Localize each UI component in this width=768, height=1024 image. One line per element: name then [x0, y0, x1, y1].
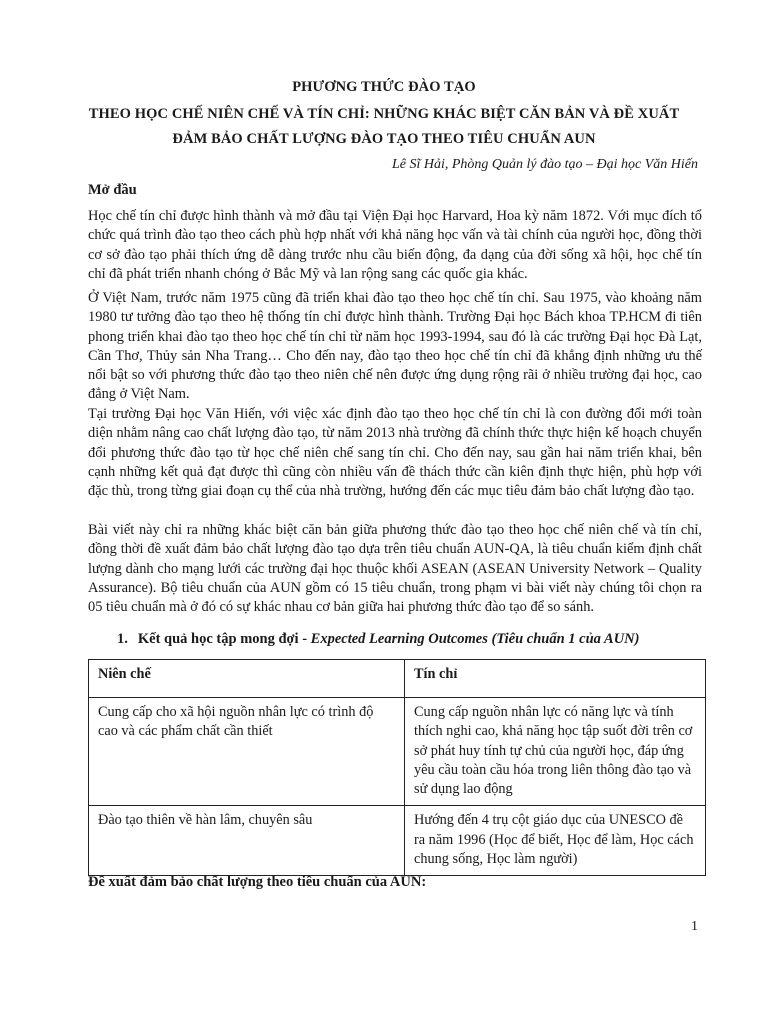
table-cell: Hướng đến 4 trụ cột giáo dục của UNESCO đề ra năm 1996 (Học để biết, Học để làm, Học cách chung sống, Học làm người) — [405, 806, 706, 876]
table-cell: Cung cấp nguồn nhân lực có năng lực và tính thích nghi cao, khả năng học tập suốt đời trên cơ sở phát huy tính tự chủ của người học, đáp ứng yêu cầu toàn cầu hóa trong liên thông đào tạo và sử dụng lao động — [405, 698, 706, 806]
proposal-heading: Đề xuất đảm bảo chất lượng theo tiêu chuẩn của AUN: — [88, 874, 427, 890]
table-header-cell: Niên chế — [89, 660, 405, 698]
table-header-cell: Tín chỉ — [405, 660, 706, 698]
paragraph-1: Học chế tín chỉ được hình thành và mở đầu tại Viện Đại học Harvard, Hoa kỳ năm 1872. Với mục đích tổ chức quá trình đào tạo theo cách phù hợp nhất với khả năng học vấn và tài chính của người học, đồng thời cơ sở đào tạo phải thích ứng dễ dàng trước nhu cầu biến động, đa dạng của đời sống xã hội, học chế tín chỉ đã phát triển nhanh chóng ở Bắc Mỹ và lan rộng sang các quốc gia khác. — [88, 208, 702, 282]
section-number: 1. — [117, 631, 128, 647]
paragraph-2: Ở Việt Nam, trước năm 1975 cũng đã triển khai đào tạo theo học chế tín chỉ. Sau 1975, vào khoảng năm 1980 tư tưởng đào tạo theo hệ thống tín chỉ được hình thành. Trường Đại học Bách khoa TP.HCM đi tiên phong triển khai đào tạo theo học chế tín chỉ từ năm học 1993-1994, sau đó là các trường Đại học Đà Lạt, Cần Thơ, Thủy sản Nha Trang… Cho đến nay, đào tạo theo học chế tín chỉ đã khẳng định những ưu thế nổi bật so với phương thức đào tạo theo niên chế nên được ứng dụng rộng rãi ở nhiều trường đại học, cao đẳng ở Việt Nam. — [88, 290, 702, 403]
table-header-row — [89, 660, 706, 698]
table-row — [89, 806, 706, 876]
section-1-heading — [117, 631, 639, 648]
section-title: Kết quả học tập mong đợi - — [137, 631, 311, 647]
title-line-1: PHƯƠNG THỨC ĐÀO TẠO — [292, 79, 476, 95]
table-row — [89, 698, 706, 806]
paragraph-3: Tại trường Đại học Văn Hiến, với việc xác định đào tạo theo học chế tín chỉ là con đường đổi mới toàn diện nhằm nâng cao chất lượng đào tạo, từ năm 2013 nhà trường đã chính thức thực hiện kế hoạch chuyển đổi phương thức đào tạo từ học chế niên chế sang tín chỉ. Cho đến nay, sau gần hai năm triển khai, bên cạnh những kết quả đạt được thì cũng còn nhiều vấn đề thách thức cần kiên định thực hiện, phù hợp với đặc thù, trong từng giai đoạn cụ thể của nhà trường, hướng đến các mục tiêu đảm bảo chất lượng đào tạo. — [88, 406, 702, 500]
author-line: Lê Sĩ Hải, Phòng Quản lý đào tạo – Đại học Văn Hiến — [391, 157, 698, 172]
section-title-english: Expected Learning Outcomes (Tiêu chuẩn 1 của AUN) — [310, 631, 640, 647]
table-cell: Cung cấp cho xã hội nguồn nhân lực có trình độ cao và các phẩm chất cần thiết — [89, 698, 405, 806]
comparison-table — [88, 659, 706, 876]
page-number: 1 — [691, 919, 698, 934]
title-line-3: ĐẢM BẢO CHẤT LƯỢNG ĐÀO TẠO THEO TIÊU CHUẨN AUN — [172, 131, 596, 147]
intro-heading: Mở đầu — [88, 182, 137, 198]
title-line-2: THEO HỌC CHẾ NIÊN CHẾ VÀ TÍN CHỈ: NHỮNG KHÁC BIỆT CĂN BẢN VÀ ĐỀ XUẤT — [88, 106, 680, 122]
paragraph-4: Bài viết này chỉ ra những khác biệt căn bản giữa phương thức đào tạo theo học chế niên chế và tín chỉ, đồng thời đề xuất đảm bảo chất lượng đào tạo dựa trên tiêu chuẩn AUN-QA, là tiêu chuẩn kiểm định chất lượng dành cho mạng lưới các trường đại học thuộc khối ASEAN (ASEAN University Network – Quality Assurance). Bộ tiêu chuẩn của AUN gồm có 15 tiêu chuẩn, trong phạm vi bài viết này chúng tôi chọn ra 05 tiêu chuẩn mà ở đó có sự khác nhau cơ bản giữa hai phương thức đào tạo để so sánh. — [88, 522, 702, 616]
table-cell: Đào tạo thiên về hàn lâm, chuyên sâu — [89, 806, 405, 876]
